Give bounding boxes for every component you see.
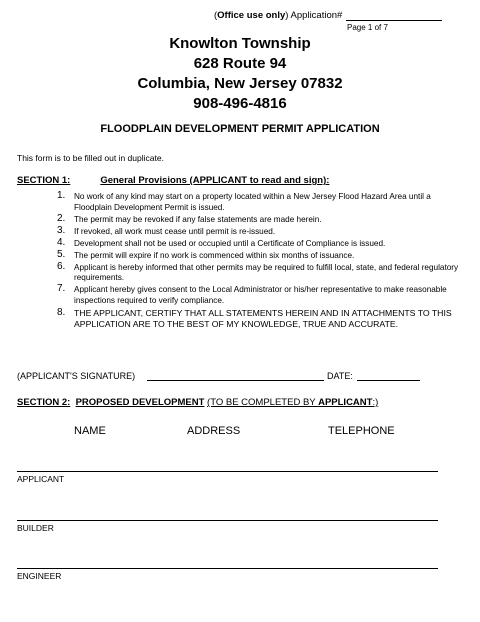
list-item: 5. The permit will expire if no work is commenced within six months of issuance. [57,248,355,260]
column-telephone: TELEPHONE [328,425,395,437]
column-address: ADDRESS [187,425,241,437]
page-number: Page 1 of 7 [347,23,388,32]
section2-heading: SECTION 2: PROPOSED DEVELOPMENT (TO BE COMPLETED BY APPLICANT:) [17,397,379,408]
column-name: NAME [74,425,106,437]
list-item: 2. The permit may be revoked if any false statements are made herein. [57,212,322,224]
application-number-field[interactable] [346,20,442,21]
list-item: 7. Applicant hereby gives consent to the Local Administrator or his/her representative to make reasonable inspections required to verify compliance. [57,283,447,305]
township-phone: 908-496-4816 [193,95,287,112]
list-item: 8. THE APPLICANT, CERTIFY THAT ALL STATEMENTS HEREIN AND IN ATTACHMENTS TO THIS APPLICATION ARE TO THE BEST OF MY KNOWLEDGE, TRUE AND ACCURATE. [57,306,452,329]
list-item: 3. If revoked, all work must cease until permit is re-issued. [57,224,276,236]
list-item: 4. Development shall not be used or occupied until a Certificate of Compliance is issued. [57,236,386,248]
list-item: 1. No work of any kind may start on a property located within a New Jersey Flood Hazard Area until a Floodplain Development Permit is issued. [57,190,431,212]
row-label-applicant: APPLICANT [17,474,65,484]
signature-field[interactable] [147,380,324,381]
township-street: 628 Route 94 [193,55,287,72]
date-field[interactable] [357,380,420,381]
form-title: FLOODPLAIN DEVELOPMENT PERMIT APPLICATION [100,123,380,135]
township-city: Columbia, New Jersey 07832 [137,75,343,92]
applicant-entry-line[interactable] [17,471,438,472]
office-use-label: (Office use only) Application# [214,10,343,21]
general-provisions-list [57,190,464,331]
date-label: DATE: [327,371,353,381]
row-label-engineer: ENGINEER [17,571,62,581]
township-name: Knowlton Township [169,35,311,52]
row-label-builder: BUILDER [17,523,54,533]
duplicate-note: This form is to be filled out in duplicate. [17,153,164,163]
section1-heading: SECTION 1: General Provisions (APPLICANT to read and sign): [17,175,330,186]
engineer-entry-line[interactable] [17,568,438,569]
signature-label: (APPLICANT'S SIGNATURE) [17,371,136,381]
list-item: 6. Applicant is hereby informed that other permits may be required to fulfill local, state, and federal regulatory requirements. [57,260,459,282]
builder-entry-line[interactable] [17,520,438,521]
